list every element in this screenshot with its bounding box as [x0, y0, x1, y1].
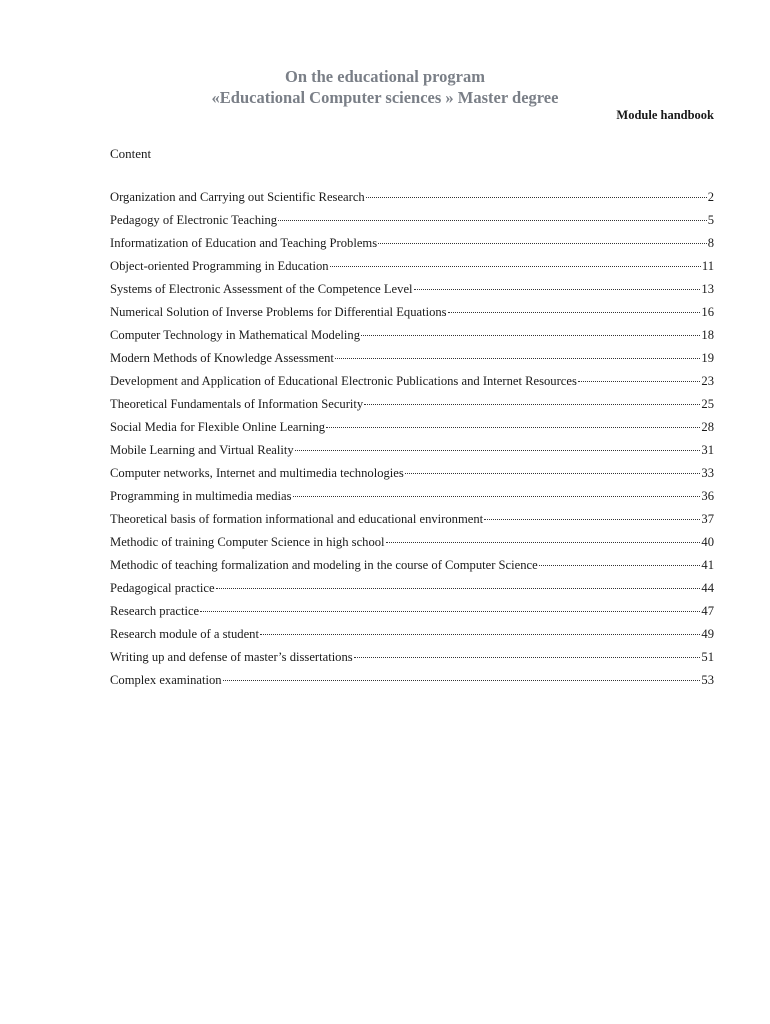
toc-entry[interactable]	[110, 489, 714, 512]
toc-dot-leader	[260, 634, 700, 635]
toc-dot-leader	[448, 312, 701, 313]
toc-entry-title: Programming in multimedia medias	[110, 489, 292, 503]
toc-entry-page-number: 53	[701, 673, 714, 687]
toc-entry[interactable]	[110, 351, 714, 374]
toc-entry-page-number: 18	[701, 328, 714, 342]
toc-entry[interactable]	[110, 397, 714, 420]
toc-entry[interactable]	[110, 374, 714, 397]
toc-entry-title: Informatization of Education and Teaching Problems	[110, 236, 378, 250]
toc-dot-leader	[364, 404, 700, 405]
toc-entry-title: Development and Application of Educational Electronic Publications and Internet Resources	[110, 374, 577, 388]
toc-entry[interactable]	[110, 443, 714, 466]
toc-entry-title: Modern Methods of Knowledge Assessment	[110, 351, 334, 365]
toc-entry-page-number: 31	[701, 443, 714, 457]
toc-entry[interactable]	[110, 581, 714, 604]
toc-entry-page-number: 49	[701, 627, 714, 641]
toc-entry-page-number: 13	[701, 282, 714, 296]
toc-entry[interactable]	[110, 236, 714, 259]
toc-dot-leader	[216, 588, 701, 589]
toc-entry-title: Organization and Carrying out Scientific Research	[110, 190, 365, 204]
toc-entry[interactable]	[110, 627, 714, 650]
toc-dot-leader	[293, 496, 701, 497]
toc-entry-page-number: 44	[701, 581, 714, 595]
toc-entry-page-number: 37	[701, 512, 714, 526]
toc-entry-title: Research module of a student	[110, 627, 259, 641]
toc-entry[interactable]	[110, 535, 714, 558]
toc-entry-title: Research practice	[110, 604, 200, 618]
toc-entry-page-number: 25	[701, 397, 714, 411]
toc-entry-title: Methodic of teaching formalization and modeling in the course of Computer Science	[110, 558, 538, 572]
toc-entry-page-number: 2	[707, 190, 714, 204]
toc-entry-page-number: 23	[701, 374, 714, 388]
toc-entry[interactable]	[110, 213, 714, 236]
toc-entry-page-number: 41	[701, 558, 714, 572]
toc-entry[interactable]	[110, 466, 714, 489]
toc-entry-page-number: 47	[701, 604, 714, 618]
toc-entry-title: Mobile Learning and Virtual Reality	[110, 443, 294, 457]
toc-dot-leader	[484, 519, 700, 520]
toc-entry-page-number: 40	[701, 535, 714, 549]
toc-entry-title: Systems of Electronic Assessment of the Competence Level	[110, 282, 413, 296]
toc-entry-title: Theoretical basis of formation informational and educational environment	[110, 512, 484, 526]
toc-dot-leader	[354, 657, 701, 658]
toc-entry-title: Pedagogical practice	[110, 581, 215, 595]
toc-entry-title: Computer networks, Internet and multimedia technologies	[110, 466, 404, 480]
document-subtitle: Module handbook	[616, 108, 714, 122]
toc-entry-page-number: 16	[701, 305, 714, 319]
toc-dot-leader	[330, 266, 701, 267]
toc-entry[interactable]	[110, 282, 714, 305]
toc-entry-page-number: 33	[701, 466, 714, 480]
toc-dot-leader	[378, 243, 707, 244]
content-heading: Content	[110, 146, 152, 161]
toc-dot-leader	[414, 289, 701, 290]
toc-dot-leader	[223, 680, 701, 681]
toc-dot-leader	[578, 381, 701, 382]
toc-entry[interactable]	[110, 673, 714, 696]
toc-entry-title: Writing up and defense of master’s dissertations	[110, 650, 353, 664]
toc-entry-title: Computer Technology in Mathematical Modeling	[110, 328, 361, 342]
toc-entry[interactable]	[110, 420, 714, 443]
toc-entry[interactable]	[110, 305, 714, 328]
toc-entry-title: Object-oriented Programming in Education	[110, 259, 329, 273]
toc-dot-leader	[405, 473, 701, 474]
toc-dot-leader	[326, 427, 700, 428]
toc-entry-page-number: 51	[701, 650, 714, 664]
toc-entry[interactable]	[110, 328, 714, 351]
toc-entry-title: Theoretical Fundamentals of Information Security	[110, 397, 364, 411]
toc-dot-leader	[335, 358, 701, 359]
toc-entry-title: Methodic of training Computer Science in high school	[110, 535, 385, 549]
toc-dot-leader	[200, 611, 700, 612]
toc-entry-title: Social Media for Flexible Online Learning	[110, 420, 326, 434]
toc-entry-page-number: 36	[701, 489, 714, 503]
toc-entry[interactable]	[110, 512, 714, 535]
toc-entry-page-number: 8	[707, 236, 714, 250]
toc-entry[interactable]	[110, 558, 714, 581]
document-title-line-1: On the educational program	[285, 67, 485, 86]
toc-entry-page-number: 11	[701, 259, 714, 273]
toc-entry-title: Pedagogy of Electronic Teaching	[110, 213, 278, 227]
toc-entry[interactable]	[110, 190, 714, 213]
toc-entry-title: Complex examination	[110, 673, 222, 687]
table-of-contents	[110, 190, 714, 696]
toc-entry-page-number: 5	[707, 213, 714, 227]
toc-dot-leader	[539, 565, 701, 566]
toc-dot-leader	[278, 220, 707, 221]
document-title-line-2: «Educational Computer sciences » Master degree	[211, 88, 559, 107]
toc-dot-leader	[366, 197, 707, 198]
toc-entry[interactable]	[110, 604, 714, 627]
toc-entry-page-number: 28	[701, 420, 714, 434]
toc-entry[interactable]	[110, 650, 714, 673]
toc-entry[interactable]	[110, 259, 714, 282]
toc-dot-leader	[361, 335, 700, 336]
toc-dot-leader	[295, 450, 701, 451]
toc-entry-title: Numerical Solution of Inverse Problems for Differential Equations	[110, 305, 447, 319]
toc-entry-page-number: 19	[701, 351, 714, 365]
toc-dot-leader	[386, 542, 701, 543]
